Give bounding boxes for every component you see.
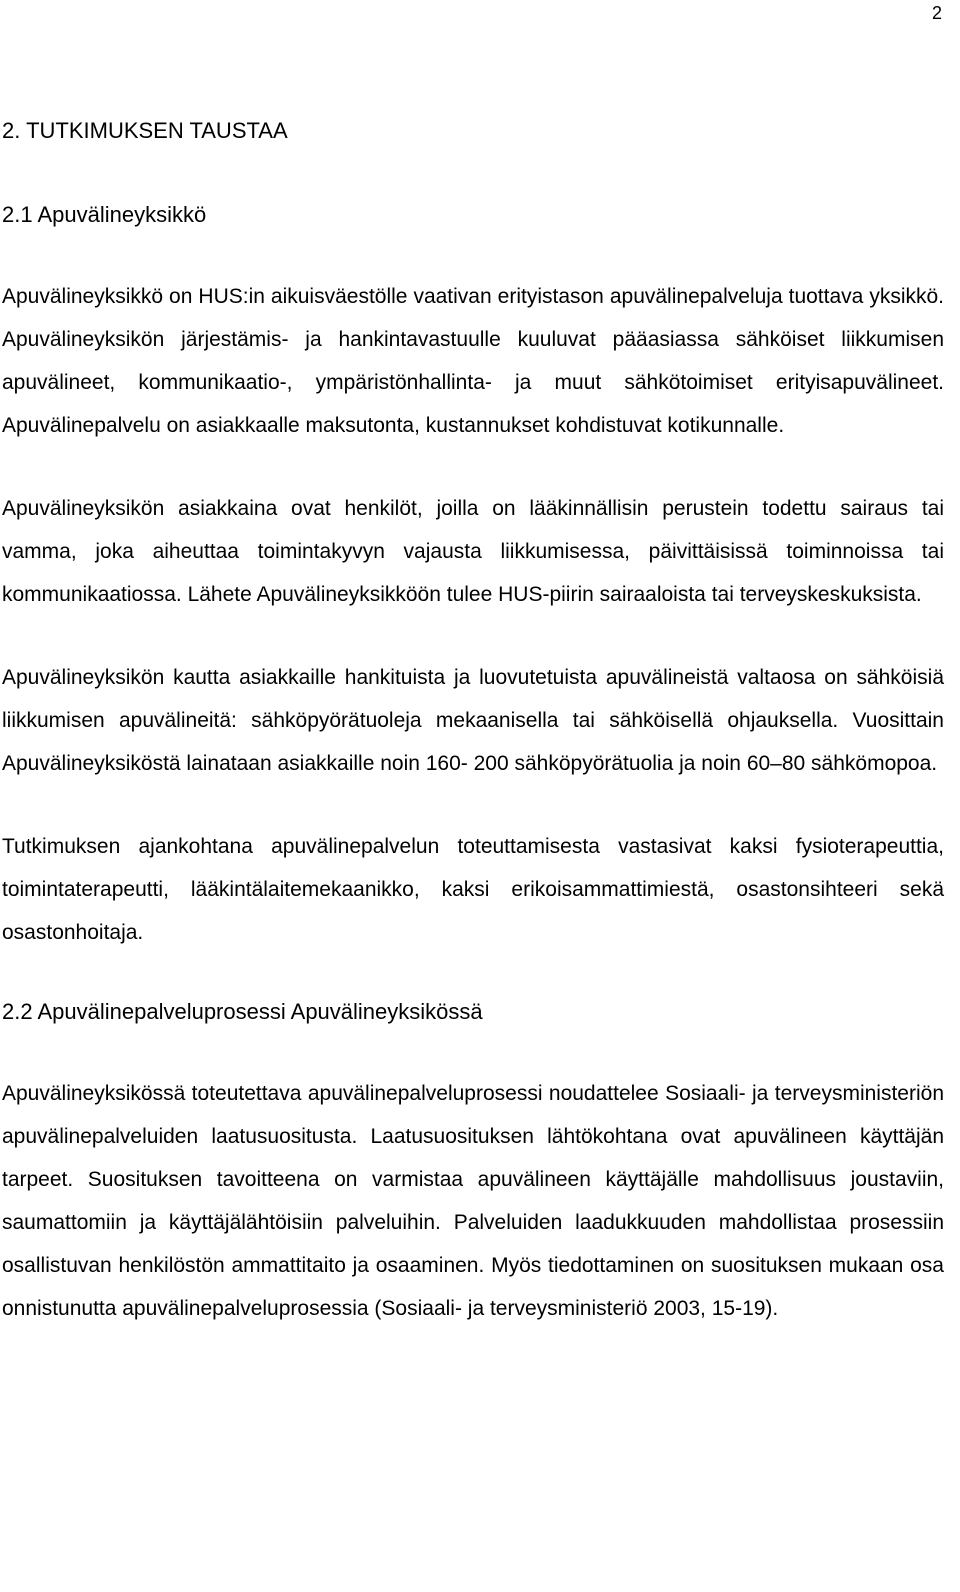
- paragraph-5: Apuvälineyksikössä toteutettava apuvälinepalveluprosessi noudattelee Sosiaali- ja terveysministeriön apuvälinepalveluiden laatusuositusta. Laatusuosituksen lähtökohtana ovat apuvälineen käyttäjän tarpeet. Suosituksen tavoitteena on varmistaa apuvälineen käyttäjälle mahdollisuus joustaviin, saumattomiin ja käyttäjälähtöisiin palveluihin. Palveluiden laadukkuuden mahdollistaa prosessiin osallistuvan henkilöstön ammattitaito ja osaaminen. Myös tiedottaminen on suosituksen mukaan osa onnistunutta apuvälinepalveluprosessia (Sosiaali- ja terveysministeriö 2003, 15-19).: [2, 1082, 944, 1320]
- page-number: 2: [931, 3, 942, 23]
- paragraph-4: Tutkimuksen ajankohtana apuvälinepalvelun toteuttamisesta vastasivat kaksi fysioterapeuttia, toimintaterapeutti, lääkintälaitemekaanikko, kaksi erikoisammattimiestä, osastonsihteeri sekä osastonhoitaja.: [2, 835, 944, 944]
- paragraph-3: Apuvälineyksikön kautta asiakkaille hankituista ja luovutetuista apuvälineistä valtaosa on sähköisiä liikkumisen apuvälineitä: sähköpyörätuoleja mekaanisella tai sähköisellä ohjauksella. Vuosittain Apuvälineyksiköstä lainataan asiakkaille noin 160- 200 sähköpyörätuolia ja noin 60–80 sähkömopoa.: [2, 666, 944, 775]
- section-heading-2-2: 2.2 Apuvälinepalveluprosessi Apuvälineyksikössä: [2, 999, 483, 1024]
- chapter-heading: 2. TUTKIMUKSEN TAUSTAA: [2, 118, 288, 143]
- paragraph-1: Apuvälineyksikkö on HUS:in aikuisväestölle vaativan erityistason apuvälinepalveluja tuottava yksikkö. Apuvälineyksikön järjestämis- ja hankintavastuulle kuuluvat pääasiassa sähköiset liikkumisen apuvälineet, kommunikaatio-, ympäristönhallinta- ja muut sähkötoimiset erityisapuvälineet. Apuvälinepalvelu on asiakkaalle maksutonta, kustannukset kohdistuvat kotikunnalle.: [2, 285, 944, 437]
- paragraph-2: Apuvälineyksikön asiakkaina ovat henkilöt, joilla on lääkinnällisin perustein todettu sairaus tai vamma, joka aiheuttaa toimintakyvyn vajausta liikkumisessa, päivittäisissä toiminnoissa tai kommunikaatiossa. Lähete Apuvälineyksikköön tulee HUS-piirin sairaaloista tai terveyskeskuksista.: [2, 497, 944, 606]
- section-heading-2-1: 2.1 Apuvälineyksikkö: [2, 202, 207, 227]
- document-body: [2, 113, 944, 1370]
